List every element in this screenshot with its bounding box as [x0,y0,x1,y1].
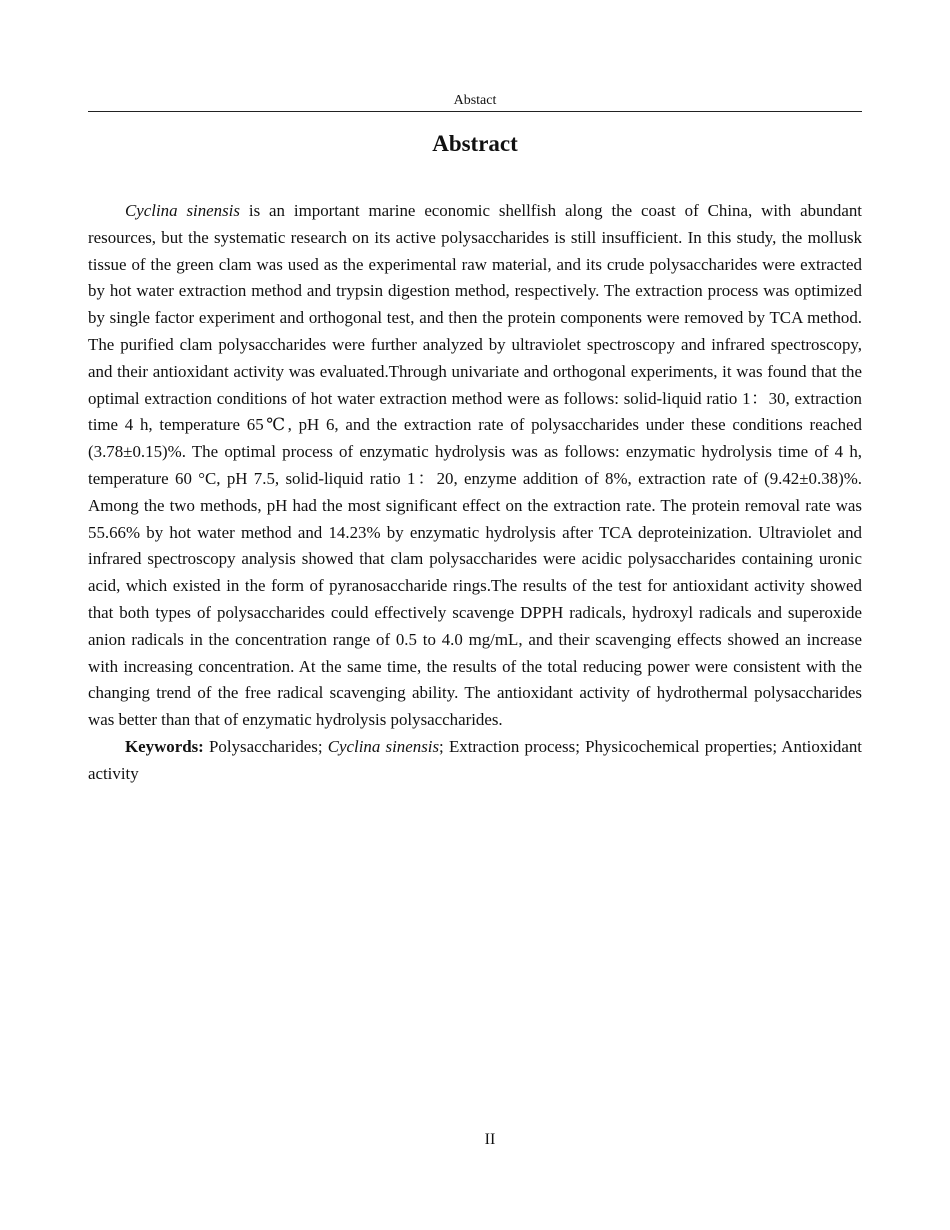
abstract-paragraph [88,198,862,734]
keywords-species-name: Cyclina sinensis [327,736,440,756]
header-rule [88,111,862,112]
page-title: Abstract [432,131,518,156]
keywords-label: Keywords: [125,736,204,756]
running-header: Abstact [453,93,497,108]
species-name: Cyclina sinensis [125,201,240,220]
page-number: II [484,1131,496,1148]
abstract-body [88,198,862,788]
keywords-part-1: Polysaccharides; [203,736,328,756]
keywords-line [88,734,862,788]
keywords-part-2: ; Extraction process; Physicochemical properties; Antioxidant activity [88,736,862,783]
abstract-text: is an important marine economic shellfish along the coast of China, with abundant resources, but the systematic research on its active polysaccharides is still insufficient. In this study, the mollusk tissue of the green clam was used as the experimental raw material, and its crude polysaccharides were extracted by hot water extraction method and trypsin digestion method, respectively. The extraction process was optimized by single factor experiment and orthogonal test, and then the protein components were removed by TCA method. The purified clam polysaccharides were further analyzed by ultraviolet spectroscopy and infrared spectroscopy, and their antioxidant activity was evaluated.Through univariate and orthogonal experiments, it was found that the optimal extraction conditions of hot water extraction method were as follows: solid-liquid ratio 1：30, extraction time 4 h, temperature 65℃, pH 6, and the extraction rate of polysaccharides under these conditions reached (3.78±0.15)%. The optimal process of enzymatic hydrolysis was as follows: enzymatic hydrolysis time of 4 h, temperature 60 °C, pH 7.5, solid-liquid ratio 1：20, enzyme addition of 8%, extraction rate of (9.42±0.38)%. Among the two methods, pH had the most significant effect on the extraction rate. The protein removal rate was 55.66% by hot water method and 14.23% by enzymatic hydrolysis after TCA deproteinization. Ultraviolet and infrared spectroscopy analysis showed that clam polysaccharides were acidic polysaccharides containing uronic acid, which existed in the form of pyranosaccharide rings.The results of the test for antioxidant activity showed that both types of polysaccharides could effectively scavenge DPPH radicals, hydroxyl radicals and superoxide anion radicals in the concentration range of 0.5 to 4.0 mg/mL, and their scavenging effects showed an increase with increasing concentration. At the same time, the results of the total reducing power were consistent with the changing trend of the free radical scavenging ability. The antioxidant activity of hydrothermal polysaccharides was better than that of enzymatic hydrolysis polysaccharides. [88,201,862,730]
